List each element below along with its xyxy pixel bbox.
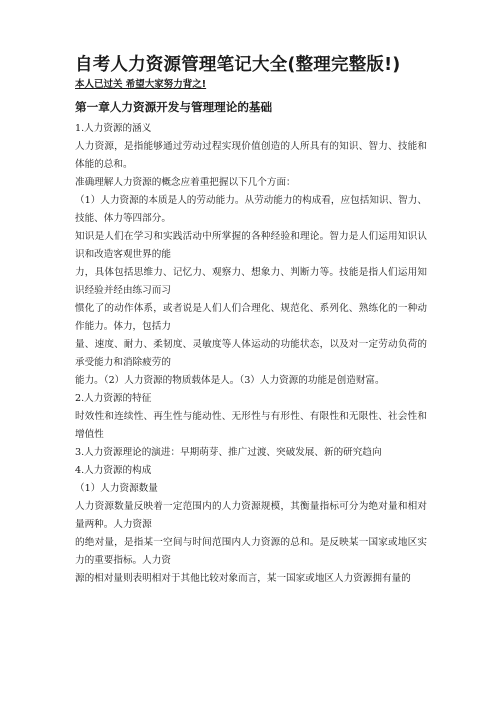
document-subtitle: 本人已过关 希望大家努力背之! (75, 79, 207, 90)
paragraph: 人力资源，是指能够通过劳动过程实现价值创造的人所具有的知识、智力、技能和体能的总和。 (75, 141, 427, 170)
paragraph: 力，具体包括思维力、记忆力、观察力、想象力、判断力等。技能是指人们运用知识经验并经由练习而习 (75, 267, 427, 296)
chapter-heading: 第一章人力资源开发与管理理论的基础 (75, 100, 273, 114)
document-page (75, 52, 427, 588)
paragraph: 时效性和连续性、再生性与能动性、无形性与有形性、有限性和无限性、社会性和增值性 (75, 411, 427, 440)
body-text (75, 120, 427, 588)
document-title: 自考人力资源管理笔记大全(整理完整版!) (75, 55, 401, 75)
paragraph: （1）人力资源的本质是人的劳动能力。从劳动能力的构成看，应包括知识、智力、技能、体力等四部分。 (75, 195, 427, 224)
paragraph: 准确理解人力资源的概念应着重把握以下几个方面： (75, 177, 296, 188)
section-heading-2: 2.人力资源的特征 (75, 393, 152, 404)
paragraph: 知识是人们在学习和实践活动中所掌握的各种经验和理论。智力是人们运用知识认识和改造客观世界的能 (75, 231, 427, 260)
paragraph: 源的相对量则表明相对于其他比较对象而言，某一国家或地区人力资源拥有量的 (75, 573, 411, 584)
paragraph: 惯化了的动作体系，或者说是人们人们合理化、规范化、系列化、熟练化的一种动作能力。体力，包括力 (75, 303, 427, 332)
paragraph: 人力资源数量反映着一定范围内的人力资源规模，其衡量指标可分为绝对量和相对量两种。人力资源 (75, 501, 427, 530)
paragraph: 能力。（2）人力资源的物质载体是人。（3）人力资源的功能是创造财富。 (75, 375, 385, 386)
section-heading-1: 1.人力资源的涵义 (75, 123, 152, 134)
paragraph: 的绝对量，是指某一空间与时间范围内人力资源的总和。是反映某一国家或地区实力的重要指标。人力资 (75, 537, 427, 566)
section-heading-3: 3.人力资源理论的演进：早期萌芽、推广过渡、突破发展、新的研究趋向 (75, 447, 382, 458)
section-heading-4: 4.人力资源的构成 (75, 465, 152, 476)
subsection-heading: （1）人力资源数量 (75, 483, 158, 494)
paragraph: 量、速度、耐力、柔韧度、灵敏度等人体运动的功能状态，以及对一定劳动负荷的承受能力和消除疲劳的 (75, 339, 427, 368)
